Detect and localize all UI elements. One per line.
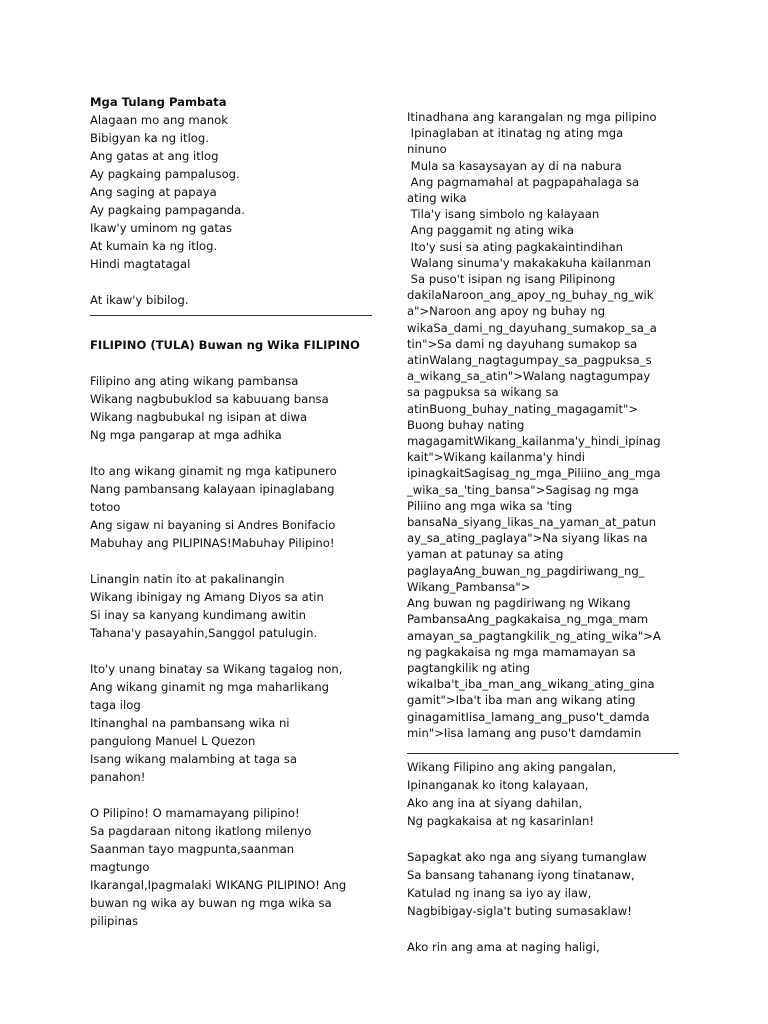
spacer [90, 786, 372, 804]
right-column [407, 109, 679, 956]
spacer [90, 444, 372, 462]
spacer [407, 830, 679, 848]
poem2-stanza-2 [90, 462, 372, 552]
stanza-line: Ito ang wikang ginamit ng mga katipunero [90, 464, 337, 478]
block1-line: kait">Wikang kailanma'y hindi [407, 450, 586, 465]
stanza-line: Nagbibigay-sigla't buting sumasaklaw! [407, 903, 632, 918]
right-block-2 [407, 758, 679, 956]
block1-line: gamit">Iba't iba man ang wikang ating [407, 693, 636, 708]
stanza-line: Mabuhay ang PILIPINAS!Mabuhay Pilipino! [90, 536, 335, 550]
block1-line: Sa puso't isipan ng isang Pilipinong [407, 272, 616, 287]
block1-line: Tila'y isang simbolo ng kalayaan [407, 207, 600, 222]
block1-line: Walang sinuma'y makakakuha kailanman [407, 255, 652, 270]
block1-line: ating wika [407, 191, 467, 206]
block1-line: paglayaAng_buwan_ng_pagdiriwang_ng_ [407, 563, 645, 578]
block1-line: Itinadhana ang karangalan ng mga pilipino [407, 110, 657, 124]
spacer [90, 552, 372, 570]
poem1-closing-line: At ikaw'y bibilog. [90, 293, 189, 307]
block1-line: atinWalang_nagtagumpay_sa_pagpuksa_s [407, 353, 652, 368]
poem1-line: Ay pagkaing pampalusog. [90, 167, 240, 181]
block1-line: _wika_sa_'ting_bansa">Sagisag ng mga [407, 482, 639, 497]
stanza-line: Sapagkat ako nga ang siyang tumanglaw [407, 849, 647, 864]
poem1-line: At kumain ka ng itlog. [90, 239, 218, 253]
stanza-line: Filipino ang ating wikang pambansa [90, 374, 299, 388]
stanza-line: Sa bansang tahanang iyong tinatanaw, [407, 867, 635, 882]
stanza-line: Ipinanganak ko itong kalayaan, [407, 777, 589, 792]
stanza-line: O Pilipino! O mamamayang pilipino! [90, 806, 300, 820]
block1-line: Mula sa kasaysayan ay di na nabura [407, 158, 622, 173]
block1-line: ginagamitIisa_lamang_ang_puso't_damda [407, 709, 650, 724]
block1-line: ipinagkaitSagisag_ng_mga_Piliino_ang_mga [407, 466, 661, 481]
stanza-line: pilipinas [90, 914, 139, 928]
stanza-line: Isang wikang malambing at taga sa [90, 752, 297, 766]
stanza-line: Ng mga pangarap at mga adhika [90, 428, 282, 442]
spacer [407, 920, 679, 938]
block1-line: pagtangkilik ng ating [407, 660, 530, 675]
spacer [90, 642, 372, 660]
stanza-line: totoo [90, 500, 121, 514]
section-divider [407, 753, 679, 754]
poem2-stanza-5 [90, 804, 372, 930]
block1-line: Buong buhay nating [407, 417, 525, 432]
poem2-stanza-3 [90, 570, 372, 642]
block1-line: a_wikang_sa_atin">Walang nagtagumpay [407, 369, 651, 384]
stanza-line: taga ilog [90, 698, 141, 712]
stanza-line: Wikang Filipino ang aking pangalan, [407, 759, 617, 774]
block1-line: tin">Sa dami ng dayuhang sumakop sa [407, 336, 638, 351]
block1-line: Ang pagmamahal at pagpapahalaga sa [407, 174, 640, 189]
stanza-line: Wikang nagbubuklod sa kabuuang bansa [90, 392, 329, 406]
block1-line: magagamitWikang_kailanma'y_hindi_ipinag [407, 434, 661, 449]
stanza-line: Linangin natin ito at pakalinangin [90, 572, 285, 586]
stanza-line: Wikang ibinigay ng Amang Diyos sa atin [90, 590, 324, 604]
stanza-line: Nang pambansang kalayaan ipinaglabang [90, 482, 335, 496]
poem-title-mga-tulang-pambata: Mga Tulang Pambata [90, 95, 227, 109]
poem2-stanza-1 [90, 372, 372, 444]
stanza-line: Ako ang ina at siyang dahilan, [407, 795, 583, 810]
left-column [90, 93, 372, 930]
block1-line: Wikang_Pambansa"> [407, 579, 531, 594]
spacer [90, 273, 372, 291]
block1-line: wikaSa_dami_ng_dayuhang_sumakop_sa_a [407, 320, 657, 335]
stanza-line: Katulad ng inang sa iyo ay ilaw, [407, 885, 592, 900]
poem1-line: Alagaan mo ang manok [90, 113, 228, 127]
poem1-line: Ay pagkaing pampaganda. [90, 203, 245, 217]
stanza-line: Saanman tayo magpunta,saanman [90, 842, 295, 856]
stanza-line: Ikarangal,Ipagmalaki WIKANG PILIPINO! Ang [90, 878, 347, 892]
block1-line: sa pagpuksa sa wikang sa [407, 385, 559, 400]
block1-line: Ipinaglaban at itinatag ng ating mga [407, 126, 624, 141]
poem1-line: Bibigyan ka ng itlog. [90, 131, 209, 145]
stanza-line: buwan ng wika ay buwan ng mga wika sa [90, 896, 332, 910]
stanza-line: Sa pagdaraan nitong ikatlong milenyo [90, 824, 312, 838]
block1-line: Piliino ang mga wika sa 'ting [407, 498, 573, 513]
block1-line: ay_sa_ating_paglaya">Na siyang likas na [407, 531, 648, 546]
poem-title-filipino-tula: FILIPINO (TULA) Buwan ng Wika FILIPINO [90, 338, 360, 352]
stanza-line: Wikang nagbubukal ng isipan at diwa [90, 410, 308, 424]
block1-line: Ito'y susi sa ating pagkakaintindihan [407, 239, 624, 254]
block1-line: Ang paggamit ng ating wika [407, 223, 575, 238]
stanza-line: Itinanghal na pambansang wika ni [90, 716, 290, 730]
block1-line: PambansaAng_pagkakaisa_ng_mga_mam [407, 612, 649, 627]
block1-line: dakilaNaroon_ang_apoy_ng_buhay_ng_wik [407, 288, 654, 303]
section-divider [90, 315, 372, 316]
right-block-1 [407, 109, 679, 741]
block1-line: atinBuong_buhay_nating_magagamit"> [407, 401, 639, 416]
block1-line: a">Naroon ang apoy ng buhay ng [407, 304, 606, 319]
stanza-line: panahon! [90, 770, 146, 784]
stanza-line: magtungo [90, 860, 150, 874]
poem1-lines [90, 111, 372, 273]
block1-line: wikaIba't_iba_man_ang_wikang_ating_gina [407, 677, 655, 692]
block1-line: amayan_sa_pagtangkilik_ng_ating_wika">A [407, 628, 661, 643]
stanza-line: Ang wikang ginamit ng mga maharlikang [90, 680, 330, 694]
poem1-line: Hindi magtatagal [90, 257, 191, 271]
block1-line: ng pagkakaisa ng mga mamamayan sa [407, 644, 636, 659]
stanza-line: Si inay sa kanyang kundimang awitin [90, 608, 306, 622]
poem3-stanza-2 [407, 848, 679, 920]
stanza-line: Tahana'y pasayahin,Sanggol patulugin. [90, 626, 318, 640]
stanza-line: Ng pagkakaisa at ng kasarinlan! [407, 813, 594, 828]
stanza-line: Ang sigaw ni bayaning si Andres Bonifacio [90, 518, 336, 532]
block1-line: yaman at patunay sa ating [407, 547, 564, 562]
spacer [90, 354, 372, 372]
poem3-stanza-1 [407, 758, 679, 830]
block1-line: ninuno [407, 142, 447, 157]
poem3-stanza-3 [407, 938, 679, 956]
block1-line: min">Iisa lamang ang puso't damdamin [407, 725, 642, 740]
block1-line: Ang buwan ng pagdiriwang ng Wikang [407, 596, 631, 611]
poem1-line: Ikaw'y uminom ng gatas [90, 221, 233, 235]
poem1-line: Ang gatas at ang itlog [90, 149, 219, 163]
stanza-line: pangulong Manuel L Quezon [90, 734, 256, 748]
poem2-stanza-4 [90, 660, 372, 786]
stanza-line: Ito'y unang binatay sa Wikang tagalog non, [90, 662, 343, 676]
poem1-line: Ang saging at papaya [90, 185, 217, 199]
block1-line: bansaNa_siyang_likas_na_yaman_at_patun [407, 515, 657, 530]
stanza-line: Ako rin ang ama at naging haligi, [407, 939, 600, 954]
